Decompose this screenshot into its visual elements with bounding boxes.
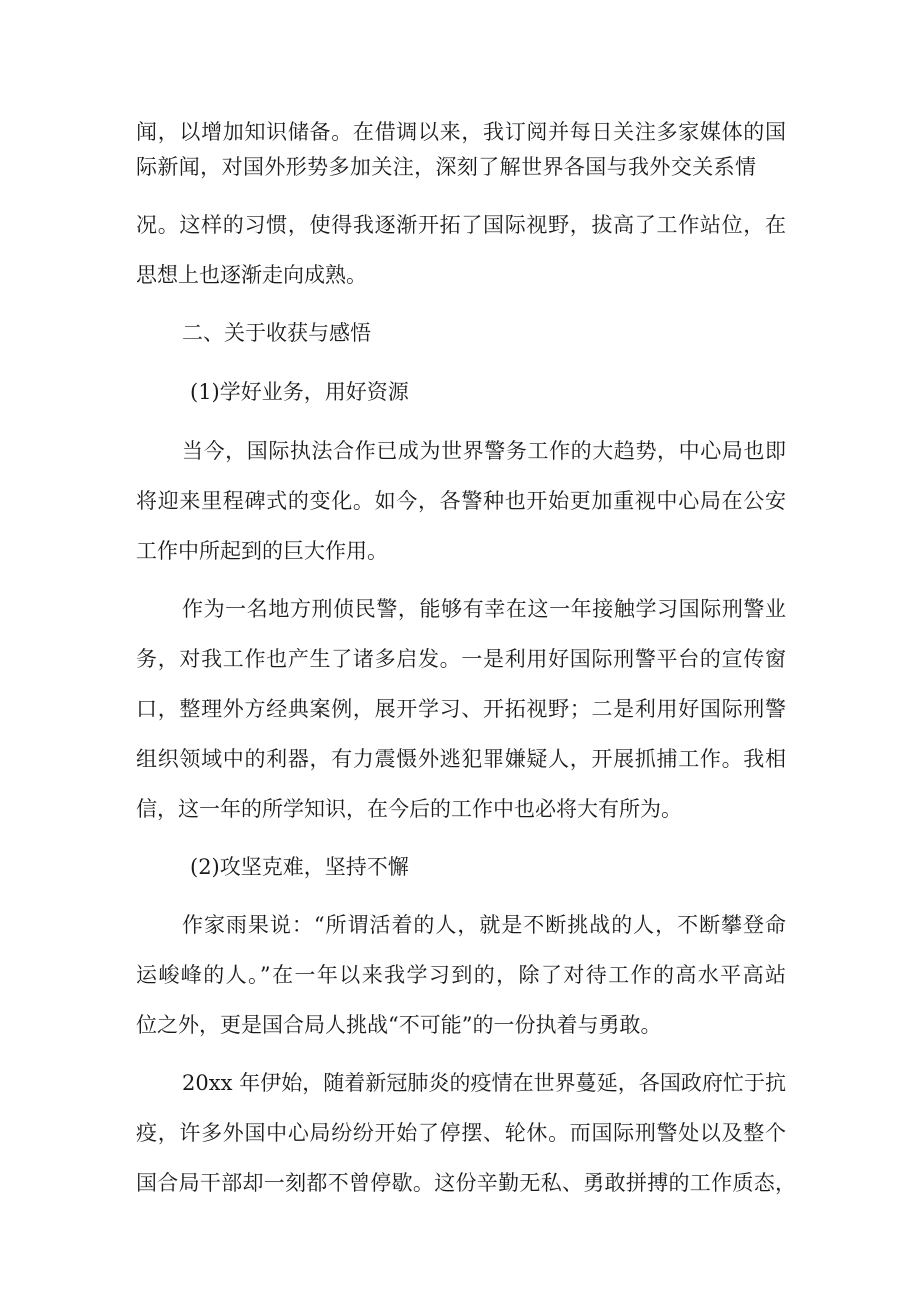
paragraph-1-line-1: 闻，以增加知识储备。在借调以来，我订阅并每日关注多家媒体的国 (136, 120, 786, 144)
paragraph-5-line-1: 20xx 年伊始，随着新冠肺炎的疫情在世界蔓延，各国政府忙于抗 (182, 1071, 786, 1095)
subsection-heading-1: (1)学好业务，用好资源 (190, 380, 409, 404)
paragraph-4-line-2: 运峻峰的人。”在一年以来我学习到的，除了对待工作的高水平高站 (136, 963, 786, 987)
section-heading: 二、关于收获与感悟 (182, 321, 371, 345)
paragraph-1-line-4: 思想上也逐渐走向成熟。 (136, 263, 367, 287)
paragraph-1-line-3: 况。这样的习惯，使得我逐渐开拓了国际视野，拔高了工作站位，在 (136, 213, 786, 237)
paragraph-3-line-2: 务，对我工作也产生了诸多启发。一是利用好国际刑警平台的宣传窗 (136, 647, 786, 671)
paragraph-2-line-3: 工作中所起到的巨大作用。 (136, 539, 388, 563)
subsection-heading-2: (2)攻坚克难，坚持不懈 (190, 855, 409, 879)
paragraph-2-line-2: 将迎来里程碑式的变化。如今，各警种也开始更加重视中心局在公安 (136, 489, 786, 513)
paragraph-5-line-3: 国合局干部却一刻都不曾停歇。这份辛勤无私、勇敢拼搏的工作质态， (136, 1171, 796, 1195)
paragraph-1-line-2: 际新闻，对国外形势多加关注，深刻了解世界各国与我外交关系情 (136, 155, 756, 179)
paragraph-4-line-1: 作家雨果说：“所谓活着的人，就是不断挑战的人，不断攀登命 (182, 913, 786, 937)
paragraph-5-line-2: 疫，许多外国中心局纷纷开始了停摆、轮休。而国际刑警处以及整个 (136, 1121, 786, 1145)
paragraph-3-line-5: 信，这一年的所学知识，在今后的工作中也必将大有所为。 (136, 797, 682, 821)
paragraph-2-line-1: 当今，国际执法合作已成为世界警务工作的大趋势，中心局也即 (182, 439, 786, 463)
paragraph-3-line-3: 口，整理外方经典案例，展开学习、开拓视野；二是利用好国际刑警 (136, 697, 786, 721)
paragraph-4-line-3: 位之外，更是国合局人挑战“不可能”的一份执着与勇敢。 (136, 1013, 662, 1037)
paragraph-3-line-1: 作为一名地方刑侦民警，能够有幸在这一年接触学习国际刑警业 (182, 597, 786, 621)
paragraph-3-line-4: 组织领域中的利器，有力震慑外逃犯罪嫌疑人，开展抓捕工作。我相 (136, 747, 786, 771)
